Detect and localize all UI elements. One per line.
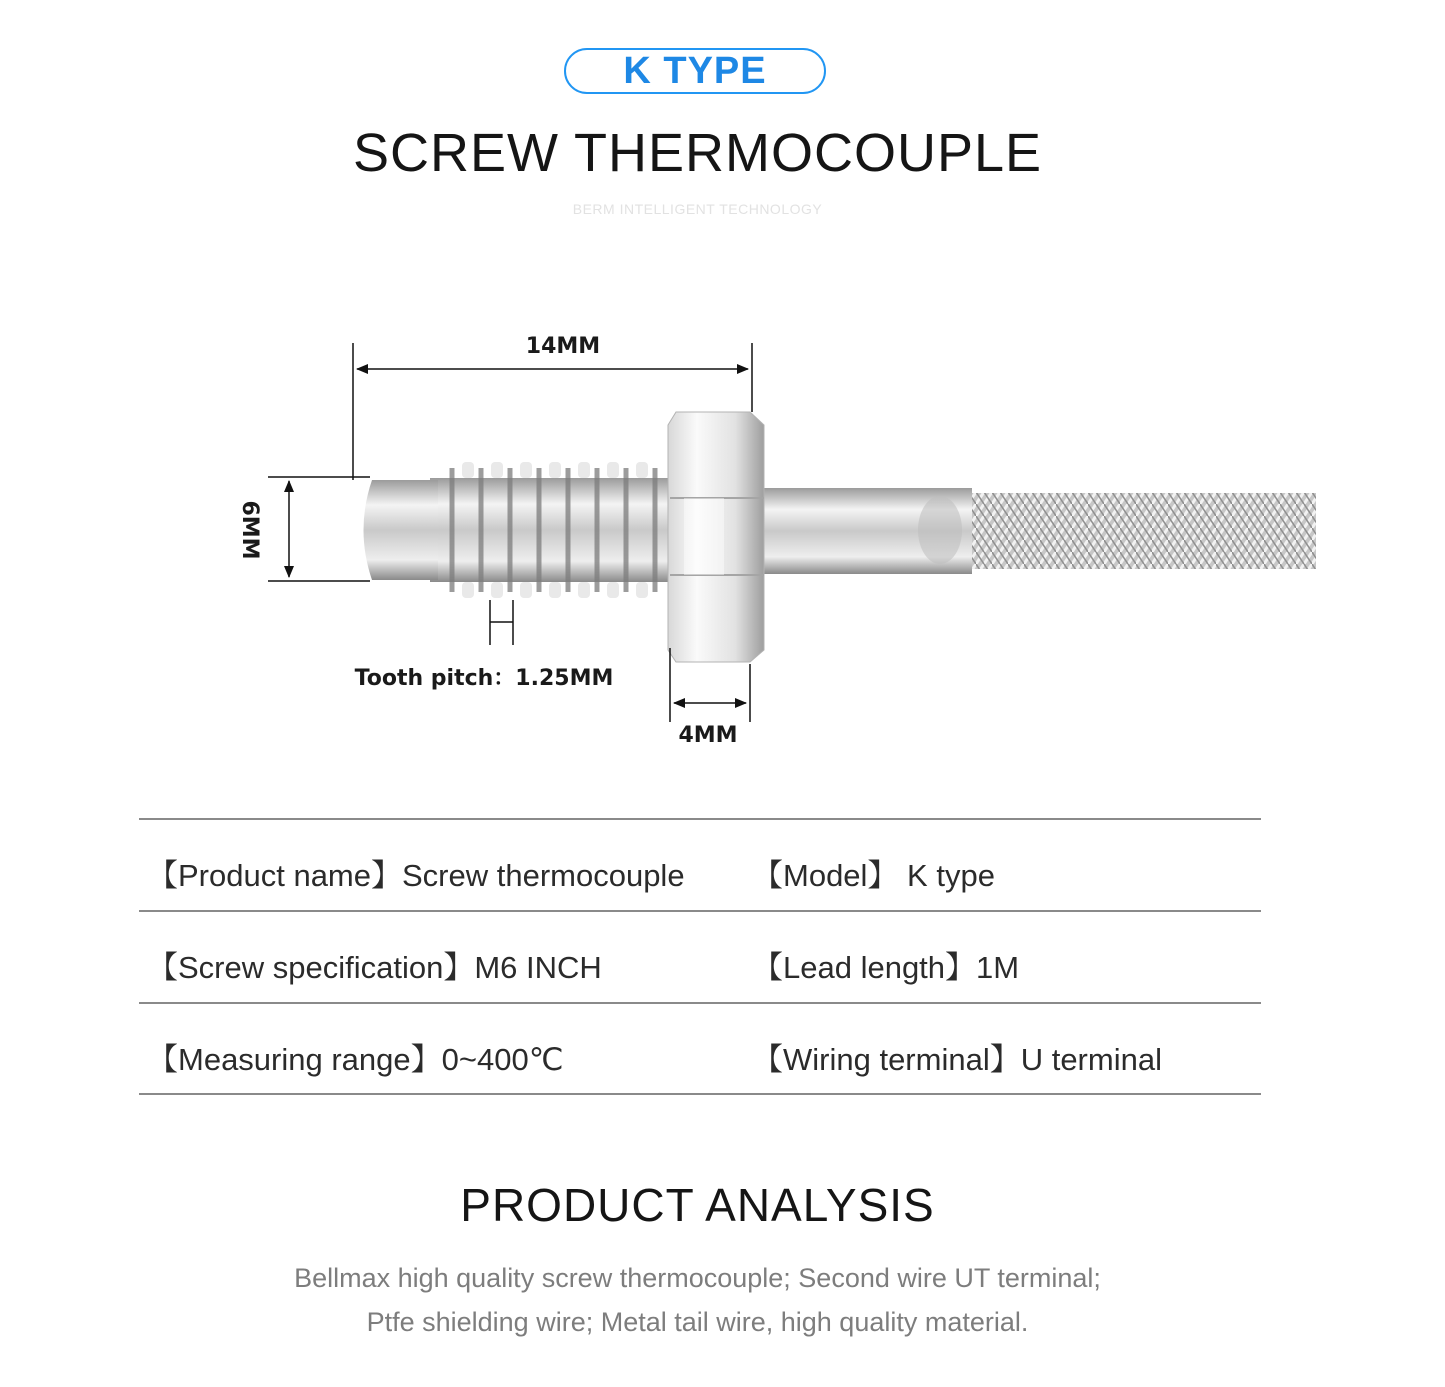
brand-subtitle: BERM INTELLIGENT TECHNOLOGY bbox=[572, 201, 823, 217]
spec-lead-length: 【Lead length】1M bbox=[752, 950, 1020, 985]
tooth-pitch-label: Tooth pitch：1.25MM bbox=[354, 666, 614, 691]
spec-row bbox=[139, 1002, 1261, 1095]
analysis-line-1: Bellmax high quality screw thermocouple; Second wire UT terminal; bbox=[294, 1263, 1101, 1293]
spec-product-name: 【Product name】Screw thermocouple bbox=[147, 858, 685, 893]
thermocouple-dimension-diagram bbox=[0, 300, 1445, 770]
nut-width-label: 4MM bbox=[678, 723, 738, 748]
spec-row bbox=[139, 818, 1261, 910]
diameter-dimension-label: 6MM bbox=[237, 500, 262, 560]
spec-wiring-terminal: 【Wiring terminal】U terminal bbox=[752, 1042, 1162, 1077]
analysis-title: PRODUCT ANALYSIS bbox=[460, 1179, 935, 1231]
spec-row bbox=[139, 910, 1261, 1002]
analysis-line-2: Ptfe shielding wire; Metal tail wire, high quality material. bbox=[366, 1307, 1029, 1337]
length-dimension-label: 14MM bbox=[525, 334, 601, 359]
spec-model: 【Model】 K type bbox=[752, 858, 995, 893]
braided-cable bbox=[968, 493, 1316, 569]
page-title: SCREW THERMOCOUPLE bbox=[352, 123, 1043, 183]
spec-measuring-range: 【Measuring range】0~400℃ bbox=[147, 1042, 564, 1077]
screw-thread bbox=[430, 478, 685, 582]
spec-table bbox=[139, 818, 1261, 1095]
spec-screw-specification: 【Screw specification】M6 INCH bbox=[147, 950, 602, 985]
type-badge: K TYPE bbox=[564, 48, 826, 94]
probe-tip bbox=[364, 480, 439, 580]
